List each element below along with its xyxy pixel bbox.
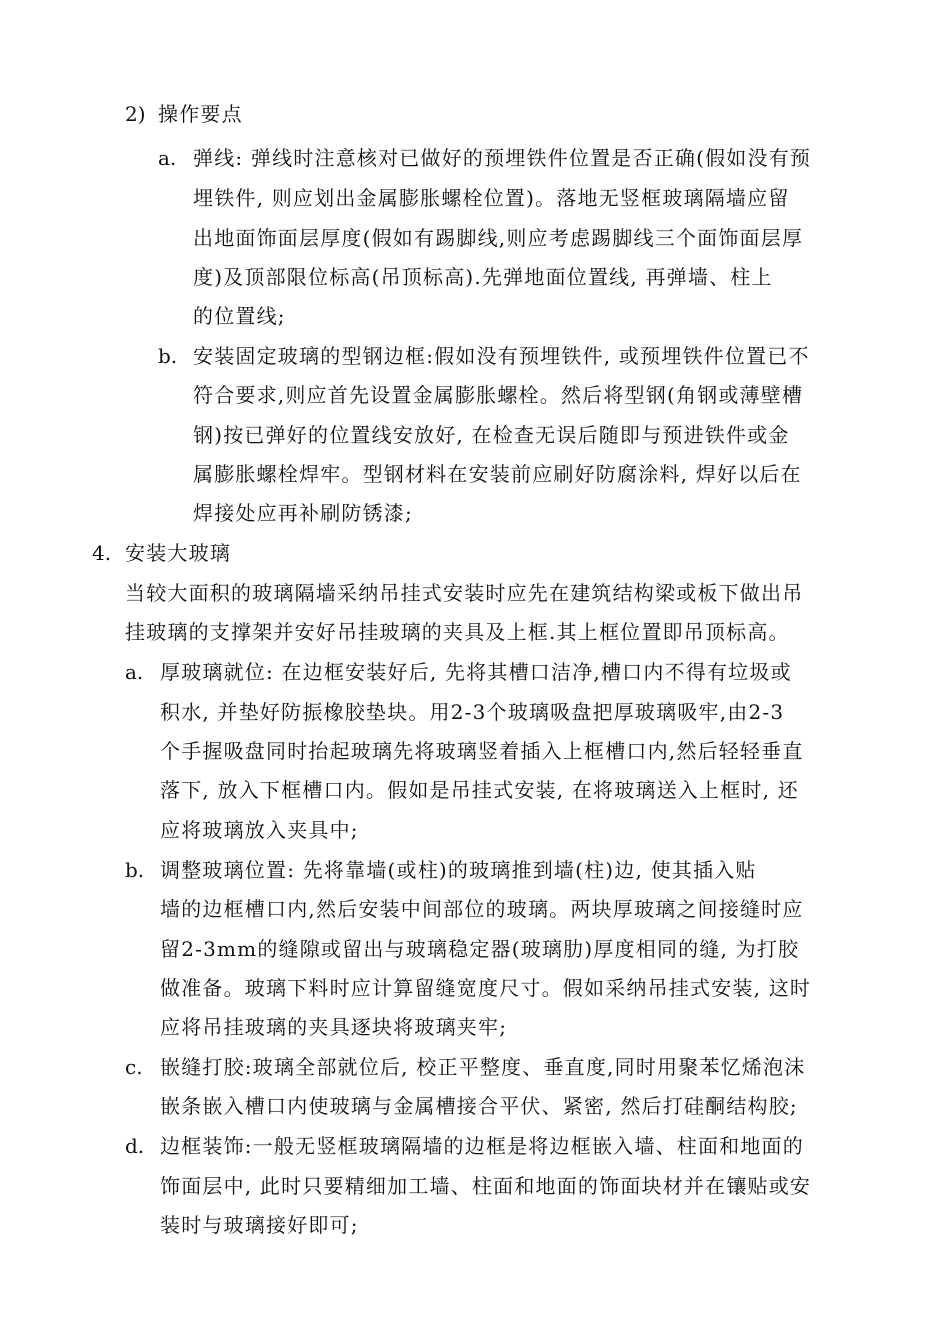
text-line: 应将玻璃放入夹具中; xyxy=(160,818,359,842)
text-line: 度)及顶部限位标高(吊顶标高).先弹地面位置线, 再弹墙、柱上 xyxy=(193,265,773,289)
list-item-marker: d. xyxy=(125,1134,145,1158)
text-line: 的位置线; xyxy=(193,304,286,328)
list-item-marker: b. xyxy=(125,858,145,882)
text-line: 当较大面积的玻璃隔墙采纳吊挂式安装时应先在建筑结构梁或板下做出吊 xyxy=(125,581,804,605)
text-line: 调整玻璃位置: 先将靠墙(或柱)的玻璃推到墙(柱)边, 使其插入贴 xyxy=(160,858,757,882)
text-line: 积水, 并垫好防振橡胶垫块。用2-3个玻璃吸盘把厚玻璃吸牢,由2-3 xyxy=(160,700,785,724)
text-line: 出地面饰面层厚度(假如有踢脚线,则应考虑踢脚线三个面饰面层厚 xyxy=(193,226,804,250)
subheading-title: 操作要点 xyxy=(158,102,243,126)
section-title: 安装大玻璃 xyxy=(125,541,231,565)
text-line: 留2-3mm的缝隙或留出与玻璃稳定器(玻璃肋)厚度相同的缝, 为打胶 xyxy=(160,937,800,961)
list-item-marker: b. xyxy=(158,344,178,368)
subheading-marker: 2) xyxy=(125,102,146,126)
text-line: 边框装饰:一般无竖框玻璃隔墙的边框是将边框嵌入墙、柱面和地面的 xyxy=(160,1134,804,1158)
text-line: 落下, 放入下框槽口内。假如是吊挂式安装, 在将玻璃送入上框时, 还 xyxy=(160,778,799,802)
text-line: 属膨胀螺栓焊牢。型钢材料在安装前应刷好防腐涂料, 焊好以后在 xyxy=(193,462,802,486)
text-line: 装时与玻璃接好即可; xyxy=(160,1213,359,1237)
text-line: 焊接处应再补刷防锈漆; xyxy=(193,501,413,525)
text-line: 钢)按已弹好的位置线安放好, 在检查无误后随即与预进铁件或金 xyxy=(193,423,790,447)
text-line: 应将吊挂玻璃的夹具逐块将玻璃夹牢; xyxy=(160,1015,508,1039)
list-item-marker: a. xyxy=(125,660,144,684)
text-line: 做准备。玻璃下料时应计算留缝宽度尺寸。假如采纳吊挂式安装, 这时 xyxy=(160,976,812,1000)
text-line: 饰面层中, 此时只要精细加工墙、柱面和地面的饰面块材并在镶贴或安 xyxy=(160,1174,812,1198)
text-line: 符合要求,则应首先设置金属膨胀螺栓。然后将型钢(角钢或薄壁槽 xyxy=(193,383,804,407)
text-line: 嵌条嵌入槽口内使玻璃与金属槽接合平伏、紧密, 然后打硅酮结构胶; xyxy=(160,1094,798,1118)
text-line: 墙的边框槽口内,然后安装中间部位的玻璃。两块厚玻璃之间接缝时应 xyxy=(160,897,804,921)
text-line: 弹线: 弹线时注意核对已做好的预埋铁件位置是否正确(假如没有预 xyxy=(193,146,812,170)
text-line: 埋铁件, 则应划出金属膨胀螺栓位置)。落地无竖框玻璃隔墙应留 xyxy=(193,186,790,210)
text-line: 嵌缝打胶:玻璃全部就位后, 校正平整度、垂直度,同时用聚苯忆烯泡沫 xyxy=(160,1055,806,1079)
text-line: 挂玻璃的支撑架并安好吊挂玻璃的夹具及上框.其上框位置即吊顶标高。 xyxy=(125,620,790,644)
text-line: 安装固定玻璃的型钢边框:假如没有预埋铁件, 或预埋铁件位置已不 xyxy=(193,344,810,368)
section-marker: 4. xyxy=(92,541,112,565)
list-item-marker: a. xyxy=(158,146,177,170)
list-item-marker: c. xyxy=(125,1055,143,1079)
text-line: 个手握吸盘同时抬起玻璃先将玻璃竖着插入上框槽口内,然后轻轻垂直 xyxy=(160,739,804,763)
text-line: 厚玻璃就位: 在边框安装好后, 先将其槽口洁净,槽口内不得有垃圾或 xyxy=(160,660,792,684)
